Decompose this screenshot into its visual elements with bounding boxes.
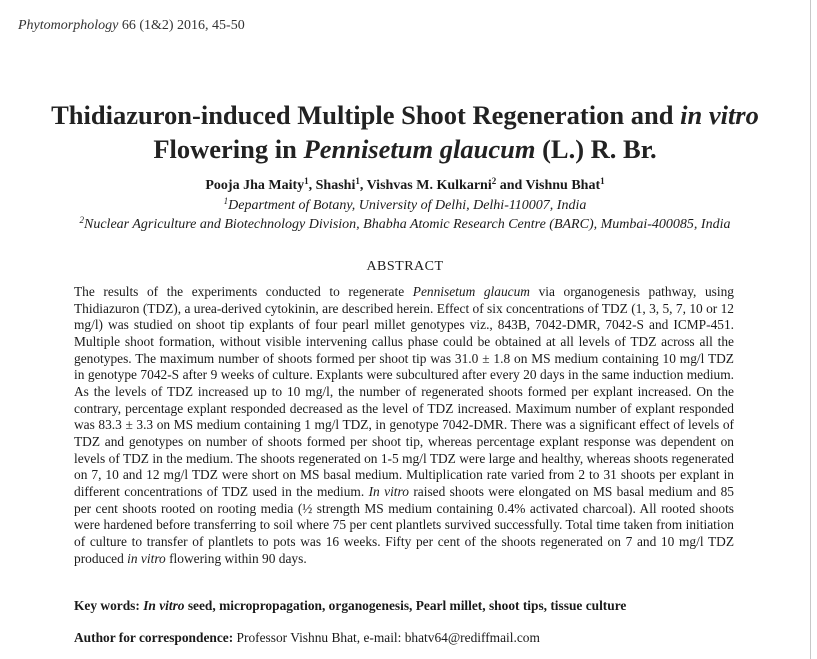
- keywords-list: seed, micropropagation, organogenesis, Pearl millet, shoot tips, tissue culture: [184, 598, 627, 613]
- keywords: [74, 597, 754, 614]
- author-separator: ,: [359, 178, 367, 193]
- affiliation-mark: 1: [223, 196, 229, 206]
- correspondence-details: Professor Vishnu Bhat, e-mail: bhatv64@rediffmail.com: [233, 630, 540, 645]
- author-name: Shashi: [315, 178, 356, 193]
- correspondence: [74, 629, 754, 646]
- journal-citation: [18, 18, 245, 34]
- abstract-heading: ABSTRACT: [366, 259, 444, 274]
- affiliation-1: [0, 197, 810, 215]
- abstract-text: flowering within 90 days.: [165, 550, 307, 566]
- author-affiliation-mark: 2: [491, 176, 497, 186]
- author-separator: and: [496, 178, 526, 193]
- keyword-in-vitro: In vitro: [143, 598, 185, 613]
- correspondence-label: Author for correspondence:: [74, 630, 234, 645]
- abstract-text: raised shoots were elongated on MS basal medium and 85 per cent shoots rooted on rooting media (½ strength MS medium containing 0.4% activated charcoal). All rooted shoots were hardened before transferring to soil where 75 per cent plantlets survived successfully. Total time taken from initiation of culture to transfer of plantlets to pots was 16 weeks. Fifty per cent of the shoots regenerated on 7 and 10 mg/l TDZ produced: [74, 483, 734, 566]
- author-name: Vishvas M. Kulkarni: [366, 178, 492, 193]
- title-part-1: Thidiazuron-induced Multiple Shoot Regeneration and: [51, 100, 681, 130]
- author-name: Pooja Jha Maity: [205, 178, 305, 193]
- affiliation-2: [0, 216, 810, 234]
- abstract-text: via organogenesis pathway, using Thidiazuron (TDZ), a urea-derived cytokinin, are described herein. Effect of six concentrations of TDZ (1, 3, 5, 7, 10 or 12 mg/l) was studied on shoot tip explants of four pearl millet genotypes viz., 843B, 7042-DMR, 7042-S and ICMP-451. Multiple shoot formation, without visible intervening callus phase could be obtained at all levels of TDZ across all the genotypes. The maximum number of shoots formed per shoot tip was 31.0 ± 1.8 on MS medium containing 10 mg/l TDZ in genotype 7042-S after 9 weeks of culture. Explants were subcultured after every 20 days in the same induction medium. As the levels of TDZ increased up to 10 mg/l, the number of regenerated shoots formed per explant increased. On the contrary, percentage explant responded decreased as the level of TDZ increased. Maximum number of explant responded was 83.3 ± 3.3 on MS medium containing 1 mg/l TDZ, in genotype 7042-DMR. There was a significant effect of levels of TDZ and genotypes on number of shoots formed per shoot tip, whereas percentage explant response was dependent on levels of TDZ in the medium. The shoots regenerated on 1-5 mg/l TDZ were large and healthy, whereas shoots regenerated on 7, 10 and 12 mg/l TDZ were short on MS basal medium. Multiplication rate varied from 2 to 31 shoots per explant in different concentrations of TDZ used in the medium.: [74, 284, 734, 499]
- author-list: [20, 177, 790, 195]
- abstract-in-vitro: in vitro: [127, 550, 166, 566]
- title-part-5: (L.) R. Br.: [535, 134, 657, 164]
- author-name: Vishnu Bhat: [525, 178, 601, 193]
- abstract-body: [74, 284, 734, 567]
- affiliation-text: Nuclear Agriculture and Biotechnology Division, Bhabha Atomic Research Centre (BARC), Mumbai-400085, India: [84, 217, 731, 232]
- affiliation-mark: 2: [79, 215, 84, 225]
- abstract-in-vitro: In vitro: [368, 483, 409, 499]
- author-separator: ,: [308, 178, 316, 193]
- title-in-vitro: in vitro: [680, 100, 759, 130]
- keywords-label: Key words:: [74, 598, 144, 613]
- author-affiliation-mark: 1: [600, 176, 605, 186]
- author-affiliation-mark: 1: [355, 176, 360, 186]
- journal-name: Phytomorphology: [18, 18, 119, 33]
- abstract-species: Pennisetum glaucum: [412, 284, 530, 299]
- abstract-text: The results of the experiments conducted to regenerate: [74, 284, 413, 299]
- journal-volume-pages: 66 (1&2) 2016, 45-50: [121, 18, 245, 33]
- title-species: Pennisetum glaucum: [303, 134, 536, 164]
- paper-title: [20, 98, 790, 166]
- title-part-3: Flowering in: [153, 134, 304, 164]
- affiliation-text: Department of Botany, University of Delhi, Delhi-110007, India: [228, 198, 587, 213]
- page-edge-rule: [810, 0, 811, 659]
- author-affiliation-mark: 1: [304, 176, 309, 186]
